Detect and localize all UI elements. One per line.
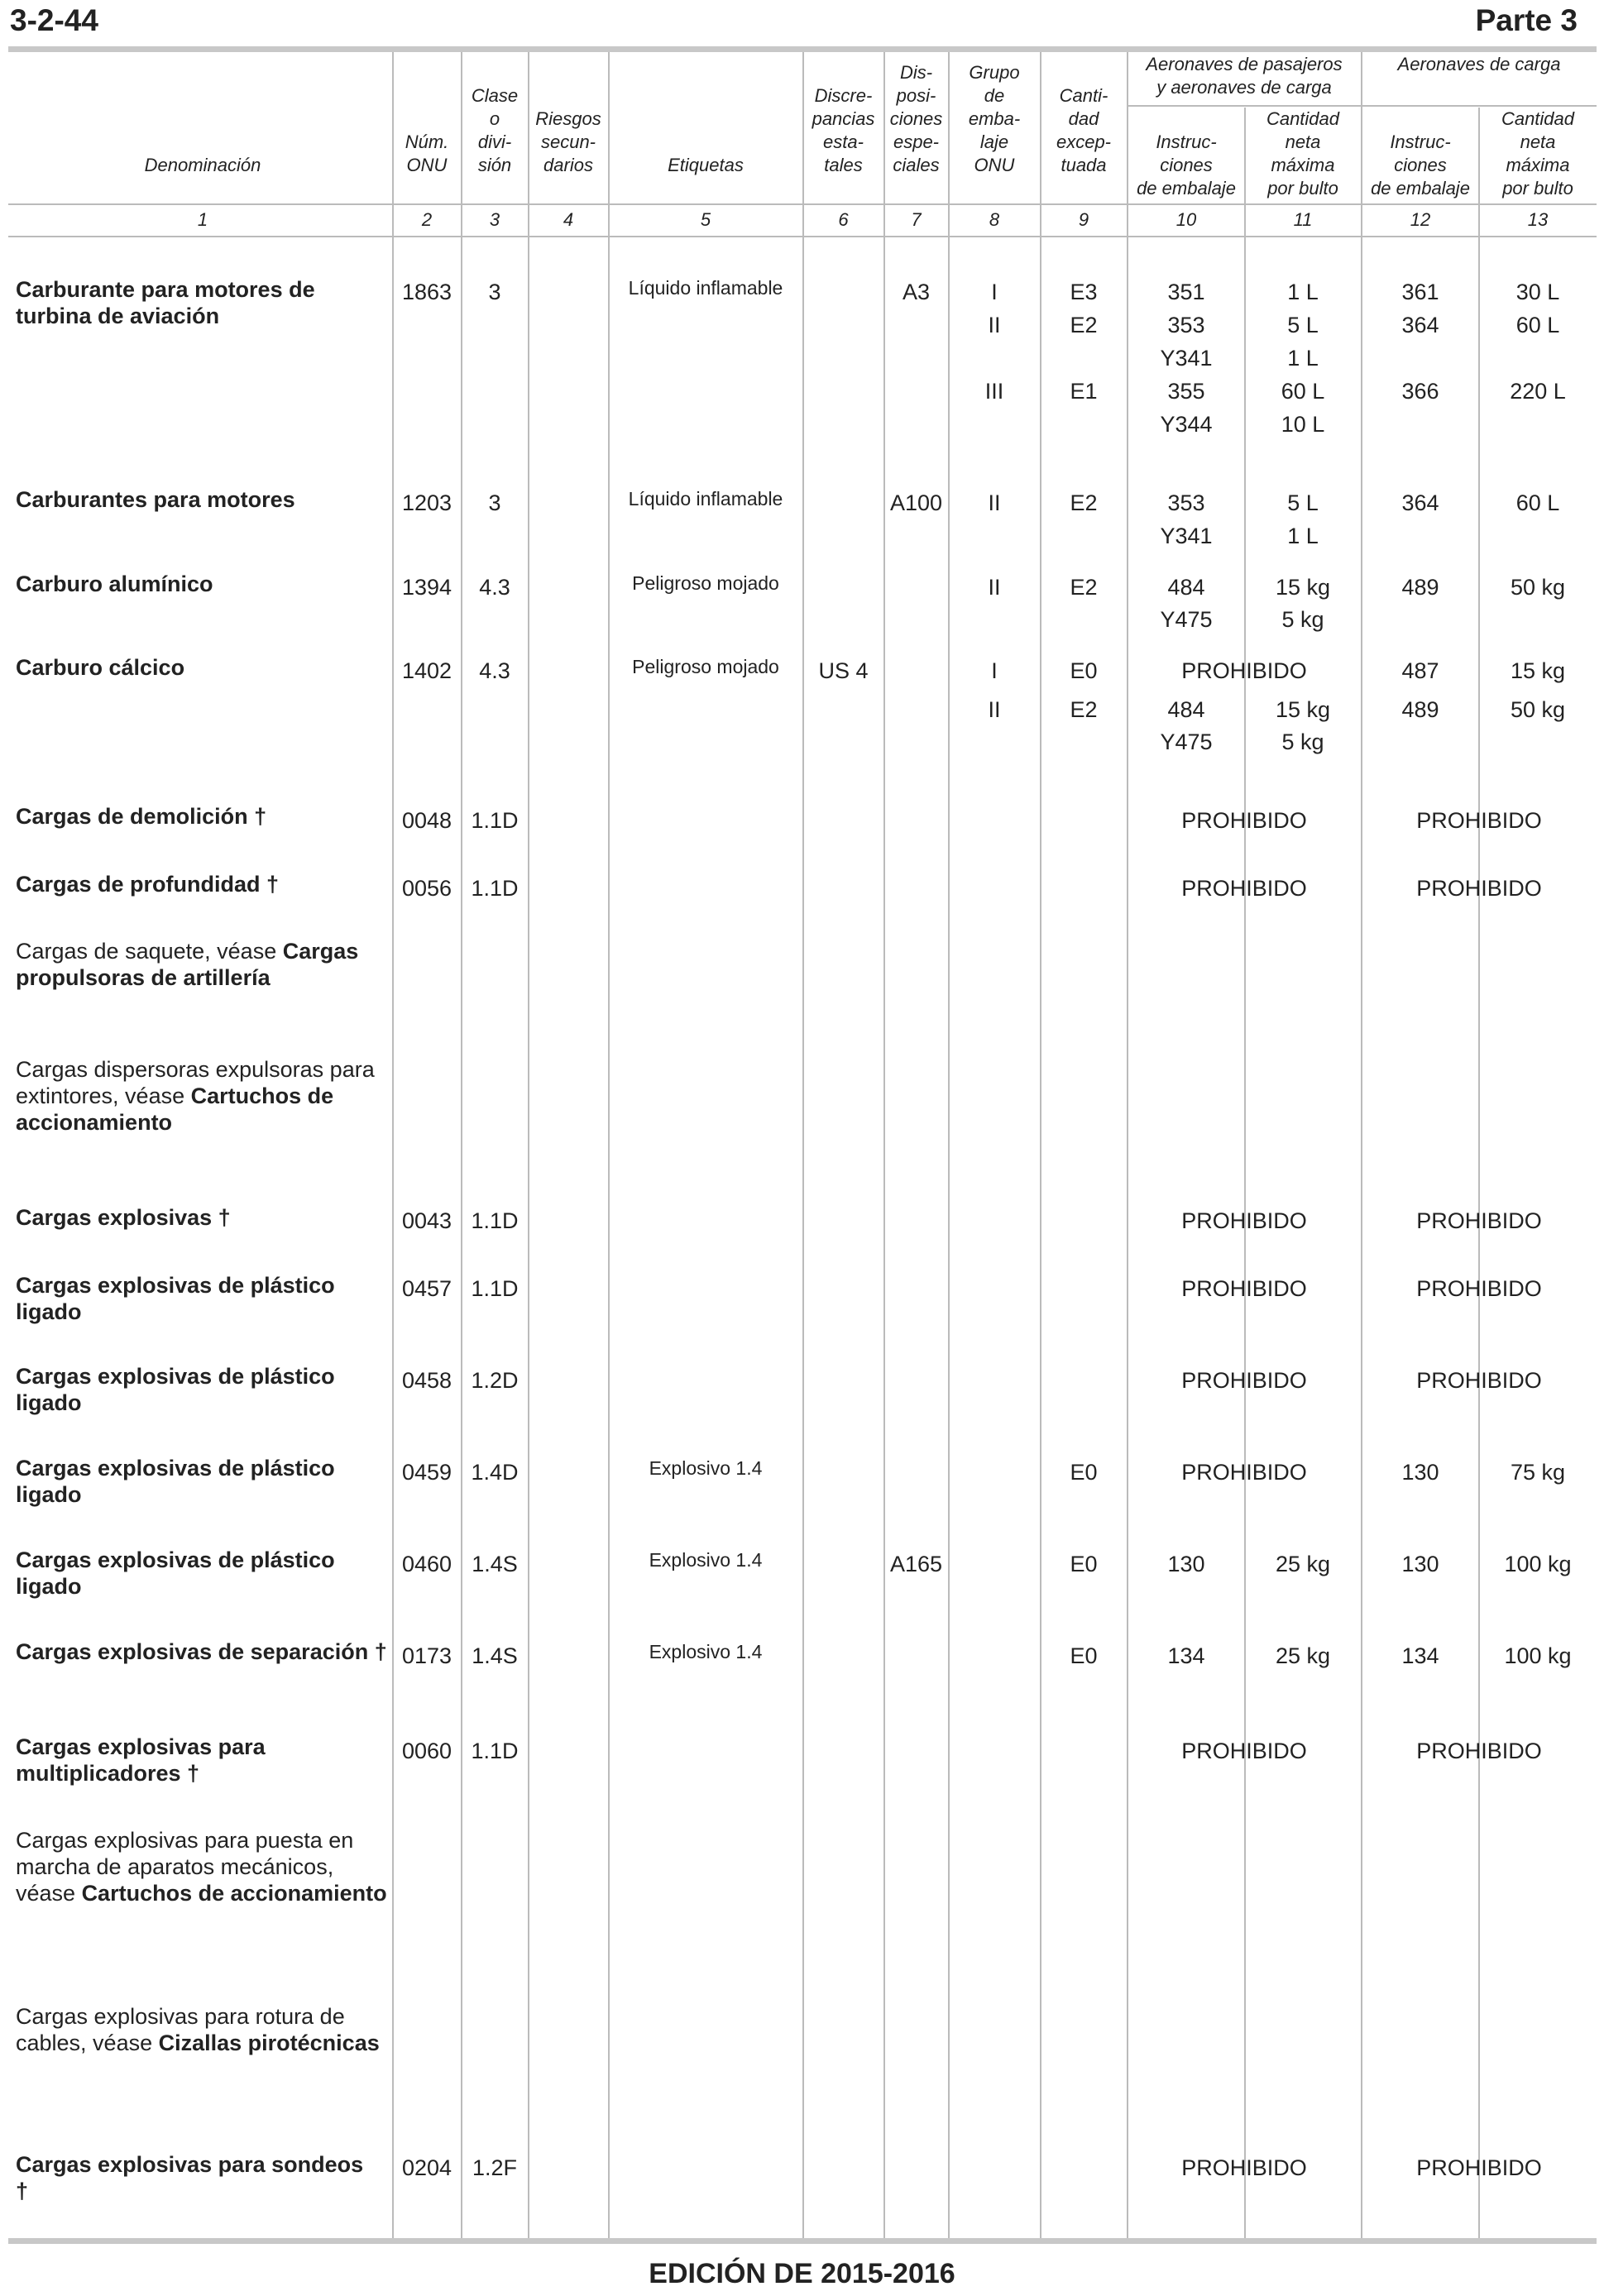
row-name: Cargas explosivas de plástico ligado bbox=[16, 1364, 335, 1415]
row-name: Cargas explosivas † bbox=[16, 1205, 231, 1230]
row-etiqueta: Líquido inflamable bbox=[628, 488, 783, 509]
row-name: Carburo alumínico bbox=[16, 572, 213, 596]
edition-footer: EDICIÓN DE 2015-2016 bbox=[649, 2258, 955, 2289]
row-clase: 1.1D bbox=[471, 808, 519, 833]
row-pi-pax: Y341 bbox=[1160, 524, 1213, 548]
row-pi-pax: Y475 bbox=[1160, 729, 1213, 754]
col-number: 3 bbox=[489, 209, 500, 230]
row-qty-pax: 10 L bbox=[1281, 412, 1325, 437]
col-number: 12 bbox=[1410, 209, 1431, 230]
row-prohibido-cargo: PROHIBIDO bbox=[1416, 876, 1542, 901]
row-clase: 4.3 bbox=[479, 658, 510, 683]
row-etiqueta: Explosivo 1.4 bbox=[649, 1549, 763, 1571]
row-pi-cargo: 487 bbox=[1401, 658, 1439, 683]
row-name: Carburante para motores de turbina de aviación bbox=[16, 277, 315, 328]
row-qty-pax: 60 L bbox=[1281, 379, 1325, 404]
row-qty-pax: 5 kg bbox=[1281, 729, 1324, 754]
row-pi-pax: Y341 bbox=[1160, 346, 1213, 371]
row-grupo: III bbox=[984, 379, 1004, 404]
row-onu: 1394 bbox=[401, 575, 452, 600]
header-riesgos: Riesgos secun- darios bbox=[535, 108, 601, 175]
row-prohibido-pax: PROHIBIDO bbox=[1181, 1276, 1307, 1301]
row-prohibido-pax: PROHIBIDO bbox=[1181, 808, 1307, 833]
row-prohibido-cargo: PROHIBIDO bbox=[1416, 808, 1542, 833]
row-onu: 0458 bbox=[401, 1368, 452, 1393]
row-onu: 0060 bbox=[401, 1739, 452, 1763]
row-qty-cargo: 100 kg bbox=[1504, 1643, 1572, 1668]
row-prohibido-cargo: PROHIBIDO bbox=[1416, 1208, 1542, 1233]
row-qty-cargo: 30 L bbox=[1515, 280, 1560, 304]
part-title: Parte 3 bbox=[1475, 3, 1578, 37]
header-cantidad-exceptuada: Canti- dad excep- tuada bbox=[1056, 85, 1112, 175]
row-qty-pax: 1 L bbox=[1287, 280, 1319, 304]
row-pi-cargo: 364 bbox=[1401, 490, 1439, 515]
col-number: 10 bbox=[1175, 209, 1197, 230]
row-qty-cargo: 15 kg bbox=[1510, 658, 1566, 683]
row-prohibido-pax: PROHIBIDO bbox=[1181, 1460, 1307, 1485]
row-name: Cargas explosivas de plástico ligado bbox=[16, 1273, 335, 1324]
row-excepcion: E2 bbox=[1070, 490, 1098, 515]
row-qty-pax: 5 kg bbox=[1281, 607, 1324, 632]
row-qty-cargo: 75 kg bbox=[1510, 1460, 1566, 1485]
row-onu: 0459 bbox=[401, 1460, 452, 1485]
row-pi-pax: 134 bbox=[1167, 1643, 1205, 1668]
top-rule bbox=[8, 46, 1597, 52]
row-name: Cargas explosivas de plástico ligado bbox=[16, 1547, 335, 1599]
col-number: 11 bbox=[1293, 209, 1313, 230]
row-excepcion: E2 bbox=[1070, 575, 1098, 600]
header-instrucciones-carga: Instruc- ciones de embalaje bbox=[1371, 132, 1470, 199]
col-number: 9 bbox=[1078, 209, 1089, 230]
row-onu: 0056 bbox=[401, 876, 452, 901]
row-name: Cargas de profundidad † bbox=[16, 872, 280, 897]
row-onu: 0457 bbox=[401, 1276, 452, 1301]
row-name: Cargas explosivas de separación † bbox=[16, 1639, 387, 1664]
row-excepcion: E0 bbox=[1070, 1643, 1098, 1668]
cross-reference: Cargas de saquete, véase Cargas propulsoras de artillería bbox=[16, 939, 359, 990]
row-clase: 4.3 bbox=[479, 575, 510, 600]
row-pi-cargo: 130 bbox=[1401, 1460, 1439, 1485]
row-prohibido-pax: PROHIBIDO bbox=[1181, 1739, 1307, 1763]
row-prohibido-cargo: PROHIBIDO bbox=[1416, 1368, 1542, 1393]
row-grupo: II bbox=[988, 697, 1001, 722]
row-pi-cargo: 489 bbox=[1401, 697, 1439, 722]
header-aeronaves-pasajeros: Aeronaves de pasajeros y aeronaves de carga bbox=[1146, 54, 1343, 98]
header-cantidad-pax: Cantidad neta máxima por bulto bbox=[1266, 108, 1340, 199]
row-pi-pax: 130 bbox=[1167, 1552, 1205, 1576]
row-pi-cargo: 364 bbox=[1401, 313, 1439, 337]
row-onu: 1402 bbox=[401, 658, 452, 683]
row-clase: 1.1D bbox=[471, 1208, 519, 1233]
row-prohibido-pax: PROHIBIDO bbox=[1181, 876, 1307, 901]
row-etiqueta: Peligroso mojado bbox=[632, 656, 779, 677]
col-number: 8 bbox=[989, 209, 1000, 230]
row-grupo: I bbox=[991, 658, 998, 683]
page-number: 3-2-44 bbox=[10, 3, 98, 37]
row-qty-pax: 5 L bbox=[1287, 313, 1319, 337]
row-clase: 3 bbox=[488, 490, 501, 515]
header-cantidad-carga: Cantidad neta máxima por bulto bbox=[1501, 108, 1575, 199]
header-denominacion: Denominación bbox=[144, 155, 261, 175]
col-number: 6 bbox=[838, 209, 849, 230]
row-prohibido-pax: PROHIBIDO bbox=[1181, 1368, 1307, 1393]
row-pi-cargo: 130 bbox=[1401, 1552, 1439, 1576]
row-name: Cargas de demolición † bbox=[16, 804, 267, 829]
row-qty-pax: 1 L bbox=[1287, 524, 1319, 548]
row-pi-pax: Y344 bbox=[1160, 412, 1213, 437]
row-onu: 0048 bbox=[401, 808, 452, 833]
row-pi-pax: 484 bbox=[1167, 697, 1205, 722]
header-discrepancias: Discre- pancias esta- tales bbox=[812, 85, 875, 175]
row-onu: 0460 bbox=[401, 1552, 452, 1576]
row-etiqueta: Líquido inflamable bbox=[628, 277, 783, 299]
row-qty-pax: 25 kg bbox=[1275, 1643, 1331, 1668]
row-qty-pax: 1 L bbox=[1287, 346, 1319, 371]
row-qty-cargo: 60 L bbox=[1515, 490, 1560, 515]
header-num-onu: Núm. ONU bbox=[405, 132, 449, 175]
col-number: 5 bbox=[700, 209, 711, 230]
row-pi-cargo: 366 bbox=[1401, 379, 1439, 404]
row-excepcion: E2 bbox=[1070, 697, 1098, 722]
row-pi-pax: 484 bbox=[1167, 575, 1205, 600]
header-etiquetas: Etiquetas bbox=[668, 155, 744, 175]
row-clase: 1.1D bbox=[471, 876, 519, 901]
row-pi-cargo: 489 bbox=[1401, 575, 1439, 600]
header-aeronaves-carga: Aeronaves de carga bbox=[1397, 54, 1561, 74]
row-clase: 1.4D bbox=[471, 1460, 519, 1485]
row-qty-pax: 25 kg bbox=[1275, 1552, 1331, 1576]
row-etiqueta: Explosivo 1.4 bbox=[649, 1641, 763, 1662]
row-prohibido-cargo: PROHIBIDO bbox=[1416, 1739, 1542, 1763]
row-excepcion: E0 bbox=[1070, 1552, 1098, 1576]
row-pi-pax: Y475 bbox=[1160, 607, 1213, 632]
row-qty-cargo: 60 L bbox=[1515, 313, 1560, 337]
row-grupo: II bbox=[988, 490, 1001, 515]
row-onu: 0204 bbox=[401, 2155, 452, 2180]
row-pi-pax: 353 bbox=[1167, 490, 1205, 515]
row-prohibido-cargo: PROHIBIDO bbox=[1416, 1276, 1542, 1301]
row-pi-pax: 355 bbox=[1167, 379, 1205, 404]
row-clase: 1.4S bbox=[472, 1643, 518, 1668]
header-disposiciones: Dis- posi- ciones espe- ciales bbox=[889, 62, 943, 175]
row-name: Cargas explosivas para multiplicadores † bbox=[16, 1734, 266, 1786]
col-number: 7 bbox=[911, 209, 922, 230]
row-prohibido-pax: PROHIBIDO bbox=[1181, 658, 1307, 683]
cross-reference: Cargas explosivas para rotura de cables, véase Cizallas pirotécnicas bbox=[16, 2004, 380, 2055]
row-grupo: I bbox=[991, 280, 998, 304]
row-grupo: II bbox=[988, 313, 1001, 337]
col-number: 1 bbox=[197, 209, 208, 230]
row-disposicion: A3 bbox=[902, 280, 931, 304]
col-number: 2 bbox=[421, 209, 433, 230]
row-qty-cargo: 220 L bbox=[1510, 379, 1566, 404]
row-qty-cargo: 50 kg bbox=[1510, 697, 1566, 722]
row-excepcion: E0 bbox=[1070, 1460, 1098, 1485]
row-pi-cargo: 134 bbox=[1401, 1643, 1439, 1668]
row-prohibido-pax: PROHIBIDO bbox=[1181, 2155, 1307, 2180]
row-name: Carburantes para motores bbox=[16, 487, 295, 512]
row-pi-pax: 351 bbox=[1167, 280, 1205, 304]
row-excepcion: E2 bbox=[1070, 313, 1098, 337]
row-clase: 1.2F bbox=[472, 2155, 518, 2180]
col-number: 13 bbox=[1527, 209, 1549, 230]
header-grupo-embalaje: Grupo de emba- laje ONU bbox=[968, 62, 1021, 175]
row-clase: 1.2D bbox=[471, 1368, 519, 1393]
row-discrepancia: US 4 bbox=[818, 658, 869, 683]
row-qty-cargo: 100 kg bbox=[1504, 1552, 1572, 1576]
row-qty-pax: 15 kg bbox=[1275, 575, 1331, 600]
row-onu: 1863 bbox=[401, 280, 452, 304]
row-grupo: II bbox=[988, 575, 1001, 600]
row-pi-pax: 353 bbox=[1167, 313, 1205, 337]
header-instrucciones-pax: Instruc- ciones de embalaje bbox=[1137, 132, 1236, 199]
row-qty-pax: 5 L bbox=[1287, 490, 1319, 515]
row-disposicion: A165 bbox=[889, 1552, 943, 1576]
row-clase: 1.1D bbox=[471, 1739, 519, 1763]
row-excepcion: E1 bbox=[1070, 379, 1098, 404]
row-clase: 1.4S bbox=[472, 1552, 518, 1576]
row-prohibido-cargo: PROHIBIDO bbox=[1416, 2155, 1542, 2180]
row-etiqueta: Peligroso mojado bbox=[632, 572, 779, 594]
row-excepcion: E0 bbox=[1070, 658, 1098, 683]
cross-reference: Cargas dispersoras expulsoras para extintores, véase Cartuchos de accionamiento bbox=[16, 1057, 375, 1135]
header-clase: Clase o divi- sión bbox=[471, 85, 519, 175]
row-clase: 1.1D bbox=[471, 1276, 519, 1301]
row-prohibido-pax: PROHIBIDO bbox=[1181, 1208, 1307, 1233]
row-name: Cargas explosivas para sondeos † bbox=[16, 2152, 364, 2203]
row-qty-cargo: 50 kg bbox=[1510, 575, 1566, 600]
row-onu: 0043 bbox=[401, 1208, 452, 1233]
row-excepcion: E3 bbox=[1070, 280, 1098, 304]
cross-reference: Cargas explosivas para puesta en marcha de aparatos mecánicos, véase Cartuchos de accionamiento bbox=[16, 1828, 387, 1906]
row-disposicion: A100 bbox=[889, 490, 943, 515]
row-onu: 0173 bbox=[401, 1643, 452, 1668]
bottom-rule bbox=[8, 2238, 1597, 2244]
col-number: 4 bbox=[563, 209, 574, 230]
row-clase: 3 bbox=[488, 280, 501, 304]
row-pi-cargo: 361 bbox=[1401, 280, 1439, 304]
row-etiqueta: Explosivo 1.4 bbox=[649, 1457, 763, 1479]
row-qty-pax: 15 kg bbox=[1275, 697, 1331, 722]
row-name: Carburo cálcico bbox=[16, 655, 185, 680]
row-onu: 1203 bbox=[401, 490, 452, 515]
row-name: Cargas explosivas de plástico ligado bbox=[16, 1456, 335, 1507]
